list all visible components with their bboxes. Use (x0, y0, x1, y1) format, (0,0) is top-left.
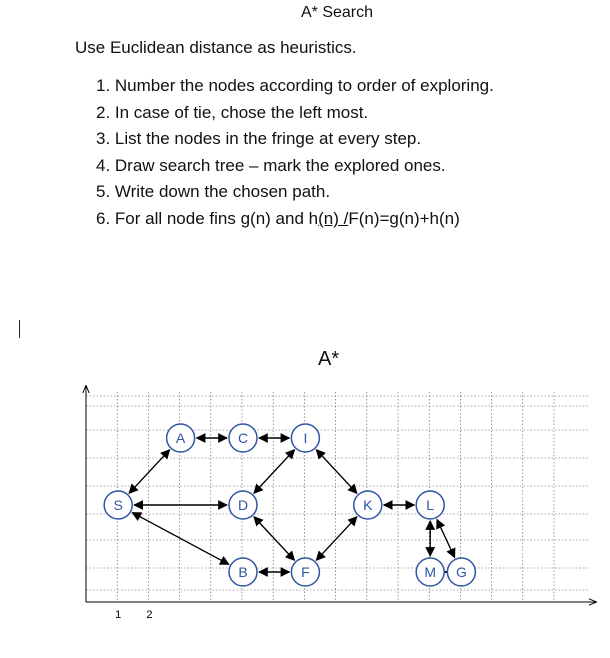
node-L (416, 491, 444, 519)
node-label: M (424, 564, 437, 580)
instruction-item: 5. Write down the chosen path. (96, 182, 331, 202)
edge-D-I (254, 450, 295, 494)
node-B (229, 558, 257, 586)
edge-D-F (254, 517, 295, 561)
instruction-6-prefix: 6. For all node fins g(n) and h (96, 208, 319, 228)
page-title: A* Search (300, 4, 374, 21)
edge-I-K (316, 450, 357, 494)
node-label: S (113, 497, 123, 513)
node-label: A (175, 430, 186, 446)
instruction-6-suffix: F(n)=g(n)+h(n) (348, 208, 460, 228)
node-I (291, 424, 319, 452)
node-S (104, 491, 132, 519)
edge-F-K (316, 517, 357, 561)
node-label: K (363, 497, 373, 513)
node-label: F (301, 564, 310, 580)
node-M (416, 558, 444, 586)
node-G (447, 558, 475, 586)
instruction-item: 4. Draw search tree – mark the explored ones. (96, 155, 446, 175)
intro-text: Use Euclidean distance as heuristics. (75, 38, 357, 57)
node-C (229, 424, 257, 452)
node-label: L (426, 497, 435, 513)
node-label: D (237, 497, 249, 513)
node-K (354, 491, 382, 519)
instruction-item: 3. List the nodes in the fringe at every step. (96, 129, 422, 149)
node-label: C (237, 430, 249, 446)
grid-lines (86, 392, 590, 602)
graph-title: A* (318, 348, 340, 370)
x-tick-label: 1 (115, 609, 122, 621)
node-label: G (455, 564, 467, 580)
node-label: I (303, 430, 308, 446)
axes (86, 386, 596, 602)
instruction-item: 2. In case of tie, chose the left most. (96, 102, 369, 122)
node-A (167, 424, 195, 452)
edge-L-G (437, 520, 455, 558)
edge-S-A (129, 450, 170, 494)
node-D (229, 491, 257, 519)
node-label: B (238, 564, 248, 580)
x-tick-label: 2 (146, 609, 153, 621)
instruction-item: 1. Number the nodes according to order of exploring. (96, 76, 494, 95)
instruction-6-underlined: (n) / (318, 208, 349, 228)
node-F (291, 558, 319, 586)
edge-S-B (132, 513, 229, 565)
